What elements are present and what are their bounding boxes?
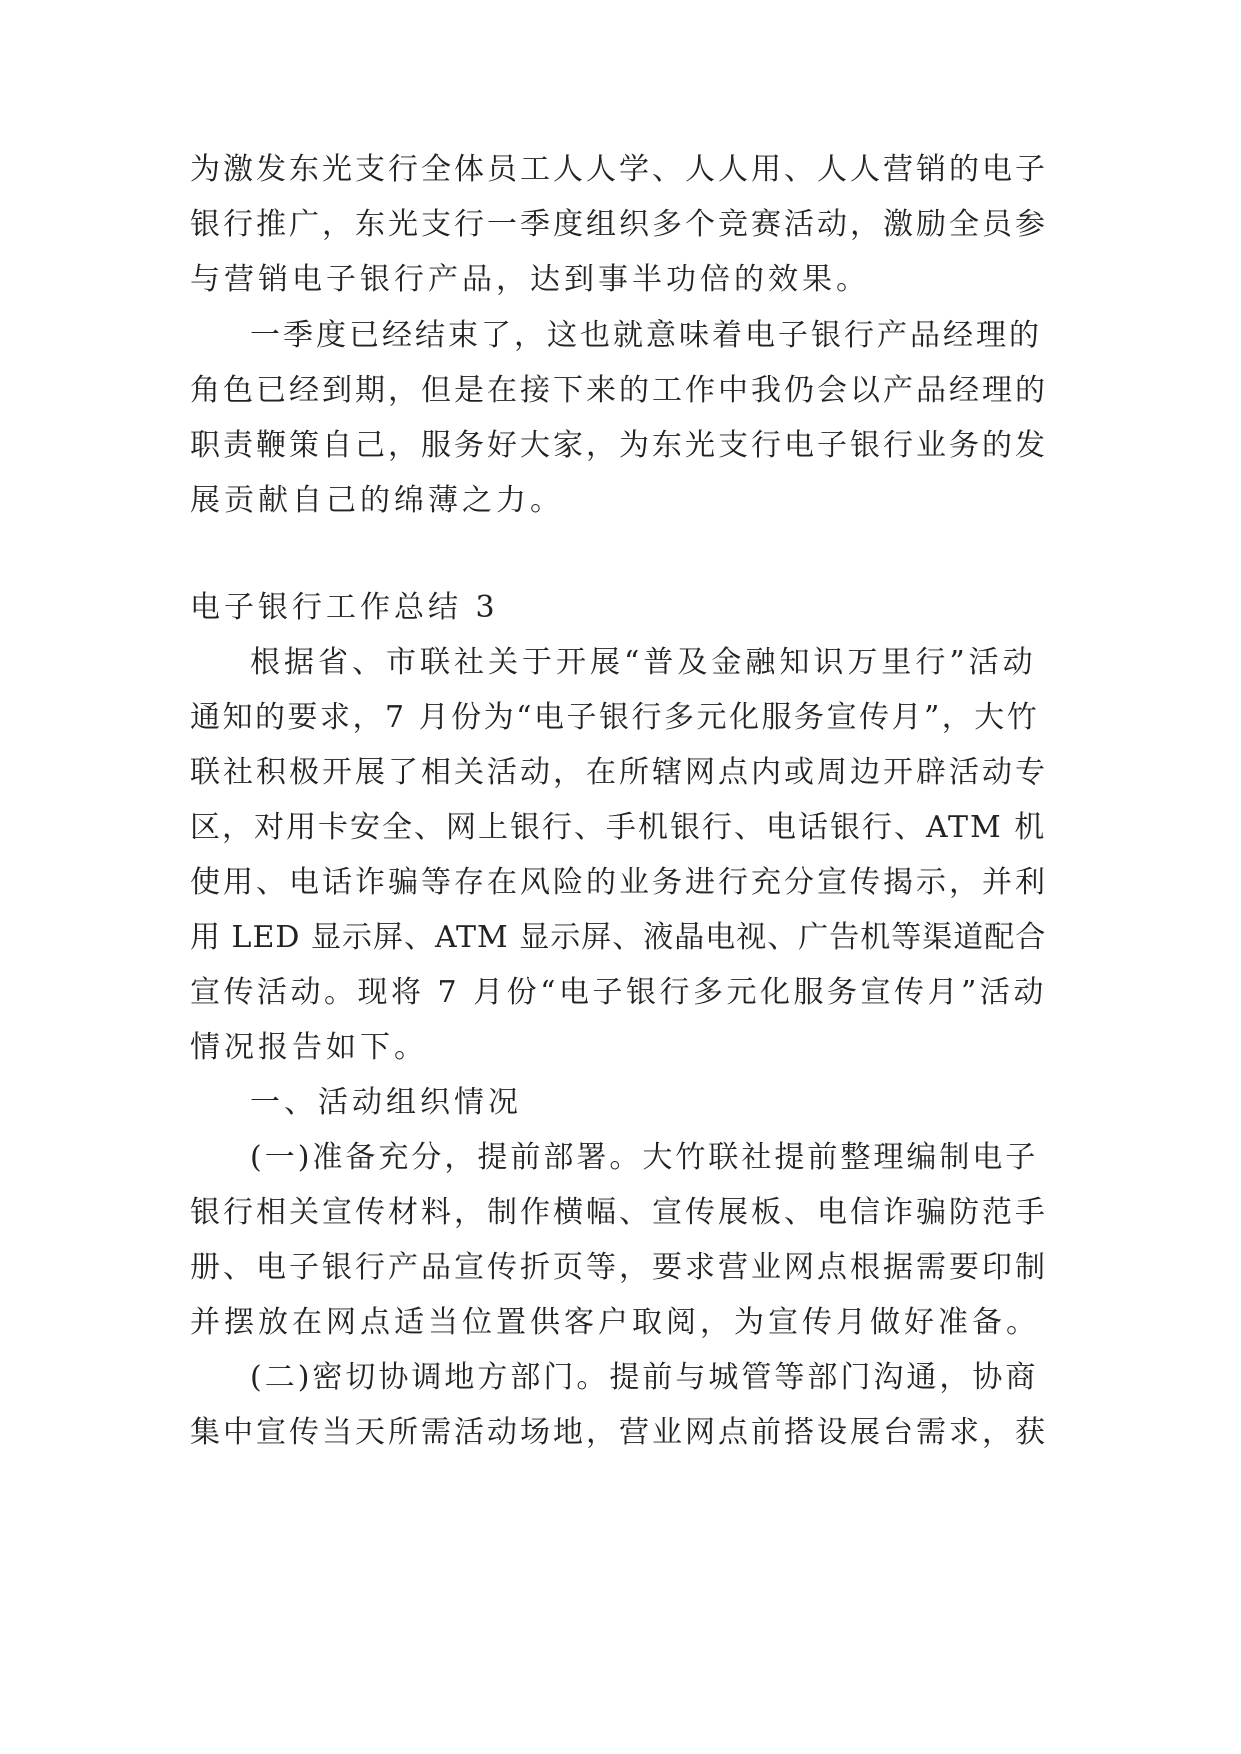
paragraph-line: 银行相关宣传材料，制作横幅、宣传展板、电信诈骗防范手 [190,1195,1048,1230]
paragraph-line: 角色已经到期，但是在接下来的工作中我仍会以产品经理的 [190,373,1048,408]
paragraph-line: 区，对用卡安全、网上银行、手机银行、电话银行、ATM 机 [190,810,1047,845]
paragraph-line: 通知的要求，7 月份为“电子银行多元化服务宣传月”，大竹 [190,700,1040,735]
paragraph-line: (二)密切协调地方部门。提前与城管等部门沟通，协商 [250,1360,1039,1395]
paragraph-line: 册、电子银行产品宣传折页等，要求营业网点根据需要印制 [190,1250,1048,1285]
paragraph-line: 银行推广，东光支行一季度组织多个竞赛活动，激励全员参 [190,207,1048,242]
paragraph-line: 联社积极开展了相关活动，在所辖网点内或周边开辟活动专 [190,755,1048,790]
paragraph-line: 用 LED 显示屏、ATM 显示屏、液晶电视、广告机等渠道配合 [190,920,1047,955]
paragraph-line: 使用、电话诈骗等存在风险的业务进行充分宣传揭示，并利 [190,865,1048,900]
paragraph-line: 与营销电子银行产品，达到事半功倍的效果。 [190,262,870,297]
paragraph-line: 根据省、市联社关于开展“普及金融知识万里行”活动 [250,645,1037,680]
paragraph-line: 一季度已经结束了，这也就意味着电子银行产品经理的 [250,318,1042,353]
paragraph-line: 并摆放在网点适当位置供客户取阅，为宣传月做好准备。 [190,1305,1040,1340]
paragraph-line: 情况报告如下。 [190,1030,428,1065]
paragraph-line: 展贡献自己的绵薄之力。 [190,483,564,518]
section-heading: 电子银行工作总结 3 [190,590,499,625]
paragraph-line: 宣传活动。现将 7 月份“电子银行多元化服务宣传月”活动 [190,975,1047,1010]
paragraph-line: 职责鞭策自己，服务好大家，为东光支行电子银行业务的发 [190,428,1048,463]
subsection-heading: 一、活动组织情况 [250,1085,522,1120]
paragraph-line: 为激发东光支行全体员工人人学、人人用、人人营销的电子 [190,152,1048,187]
paragraph-line: 集中宣传当天所需活动场地，营业网点前搭设展台需求，获 [190,1415,1048,1450]
paragraph-line: (一)准备充分，提前部署。大竹联社提前整理编制电子 [250,1140,1039,1175]
